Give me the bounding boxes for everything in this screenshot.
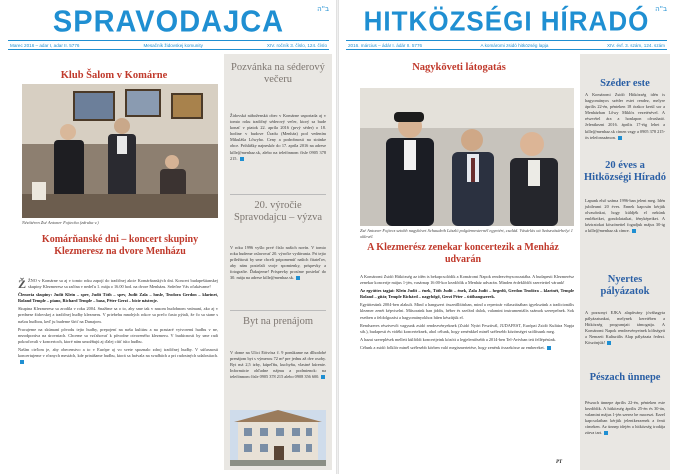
issue-number: XIV. évf. 3. szám, 124. szám bbox=[606, 42, 665, 48]
embassy-photo bbox=[360, 88, 574, 226]
issue-date: 2016. március – ádár I. ádár II. 5776 bbox=[348, 42, 423, 48]
issue-section: Mesačník židovskej komunity bbox=[143, 42, 203, 48]
rent-building-photo bbox=[230, 410, 326, 466]
club-photo bbox=[22, 84, 218, 218]
club-photo-caption: Nézőtéren Zsé Antoner Fojtecha (zdruha v.) bbox=[22, 220, 99, 225]
article-paragraph: Naším cieľom je, aby obecenstvo a to v Európe aj vo svete spoznalo zdroj tradičnej hudby. V súčasnosti koncertujeme v rôznych mestách, kde prinášame hudbu, ktorá sa hrávala na svadbách a pri radostných udalostiach. bbox=[18, 347, 218, 365]
rent-headline: Byt na prenájom bbox=[243, 316, 313, 327]
end-square-icon bbox=[604, 431, 608, 435]
dropcap: Ž bbox=[18, 277, 27, 291]
club-event-photo bbox=[22, 84, 218, 218]
article-paragraph: Célunk a zsidó folklór minél szélesebb körben való megismertetése, hogy zenénk összekösse az embereket. bbox=[360, 345, 574, 351]
club-headline: Klub Šalom v Komárne bbox=[60, 70, 168, 81]
end-square-icon bbox=[547, 346, 551, 350]
article-paragraph: Az együttes tagjai: Klein Judit – ének, Tóth Judit – ének, Zala Judit – hegedű, Gerdon Teodóra – klarinét, Temple Roland – gitár, Temple Richárd – nagybőgő, Gerzi Péter – ütőhangszerek. bbox=[360, 288, 574, 300]
divider bbox=[230, 194, 326, 195]
seder-evening-headline: Széder este bbox=[600, 78, 650, 89]
author-signature: PT bbox=[556, 460, 563, 465]
end-square-icon bbox=[296, 276, 300, 280]
klezmer-article-body bbox=[360, 274, 574, 464]
article-paragraph: ŽŽNO v Komárne sa aj v tomto roku zapojí do tradičnej akcie Komárňanských dní. Koncert budapeštianskej skupiny Klezmeresz sa začína v nedeľu 1. mája o 16.00 hod. na dvore Menházu. Srdečne Vás očakávame! bbox=[18, 277, 218, 291]
issue-infobar bbox=[346, 40, 667, 50]
article-paragraph: Skupina Klezmeresz sa zrodila v roku 2004. Snažíme sa o to, aby sme tak v nasom hudobnom vnímaní, ako aj v prednese židovskej a tradičnej hudby klezmeru. V priebehu mnohých rokov sa prečo často pýtali, že čo sa stane s našou hudbou, keď ju budeme šíriť na Dunajom. bbox=[18, 306, 218, 324]
anniversary-20-headline: 20 éves a Hitközségi Híradó bbox=[584, 160, 666, 184]
anniversary-headline: 20. výročie Spravodajcu – výzva bbox=[233, 200, 323, 224]
masthead-title: HITKÖZSÉGI HÍRADÓ bbox=[363, 5, 650, 37]
hebrew-mark: ב"ה bbox=[317, 5, 329, 13]
komarno-days-headline: Komárňanské dni – koncert skupiny Klezmeresz na dvore Menházu bbox=[41, 234, 199, 257]
seder-invitation-body: Židovská náboženská obec v Komárne usporiada aj v tomto roku tradičný séderový večer, ktorý sa bude konať v piatok 22. apríla 2016 (prvý séder) o 18. hodine v budove Úradu (Menház) pod vedením Mikuláša Lőwyho. Ceny a podrobnosti na stránke obce. Prihlášky najneskôr do 17. apríla 2016 na adrese kille@menhaz.sk, alebo na telefónnom čísle 0905 378 215. bbox=[230, 113, 326, 161]
rent-body: V dome na Ulici Eötvösa č. 9 ponúkame na dlhodobé prenájom byt s výmerou 72 m² pre jednu až dve osoby. Byt má 2,5 izby, kúpeľňu, kuchyňu, vlastné kúrenie. Informácie ohľadne nájmu a podmienok: na telefónnom čísle 0905 378 215 alebo 0908 356 600. bbox=[230, 350, 326, 380]
issue-infobar bbox=[8, 40, 329, 50]
seder-evening-body: A Komáromi Zsidó Hitközség idén is hagyományos széder estet rendez, melyre április 22-én, pénteken 18 órakor kerül sor a Menházban Lőwy Miklós vezetésével. A részvétel ára a honlapon olvasható. Jelentkezni 2016. április 17-éig lehet a kille@menhaz.sk címen vagy a 0905 378 215-ös telefonszámon. bbox=[585, 92, 665, 140]
issue-date: Marec 2016 – adar I, adar II. 5776 bbox=[10, 42, 80, 48]
end-square-icon bbox=[618, 136, 622, 140]
passover-headline: Pészach ünnepe bbox=[589, 372, 661, 383]
end-square-icon bbox=[607, 341, 611, 345]
passover-body: Pészach ünnepe április 22-én, pénteken este kezdődik. A hitközség április 25-én és 30-án, valamint május 1-jén szerez be maceszt. Ezzel kapcsolatban kérjük jelentkezzenek a fenti címeken. Az ünnep idején a hitközség irodája zárva tart. bbox=[585, 400, 665, 436]
issue-section: A komáromi zsidó hitközség lapja bbox=[480, 42, 549, 48]
hebrew-mark: ב"ה bbox=[655, 5, 667, 13]
komarno-article-body bbox=[18, 278, 218, 468]
anniversary-body: V roku 1996 vyšlo prvé číslo našich novín. V tomto roku budeme oslavovať 20. výročie vydávania. Pri tejto príležitosti by sme chceli pripomenúť našich čitateľov, aby nám posielali svoje spomienky, príspevky a fotografie. Ďakujeme! Príspevky prosíme posielať do 30. mája na adrese kille@menhaz.sk. bbox=[230, 245, 326, 281]
article-paragraph: A Komáromi Zsidó Hitközség az idén is bekapcsolódik a Komáromi Napok rendezvénysorozatába. A budapesti Klezmerész zenekar koncertje május 1-jén, vasárnap 16:00-kor kezdődik a Menház udvarán. Minden érdeklődőt szeretettel várunk! bbox=[360, 274, 574, 286]
seder-invitation-headline: Pozvánka na séderový večeru bbox=[231, 62, 325, 86]
embassy-headline: Nagyköveti látogatás bbox=[412, 62, 506, 73]
article-paragraph: Együttesünk 2004-ben alakult. Mind a hangszeri összeállításban, mind a repertoár választásában igyekszünk a tradicionális klezmer zenét képviselni. Műsoraink ban jiddis, héber és szefárd dalok, valamint instrumentális számok szerepelnek. Sok esetben a feldolgozást a hagyományokhoz hűen készítjük el. bbox=[360, 302, 574, 320]
end-square-icon bbox=[632, 229, 636, 233]
embassy-photo-caption: Zsé Antoner Fojtecz sztohh nagykövet Schaudeth László polgármesternél egyetért, család. Vásárlás ott Szászvásárhelyi 1 oklevél. bbox=[360, 228, 573, 239]
embassy-visit-photo bbox=[360, 88, 574, 226]
spravodajca-page bbox=[2, 2, 335, 472]
masthead-title: SPRAVODAJCA bbox=[52, 5, 285, 39]
article-paragraph: Členovia skupiny: Judit Klein – spev, Judit Tóth – spev, Judit Zala – husle, Teodora Gerdon – klarinet, Roland Temple – piano, Richard Temple – basa, Péter Gerzi – bicie nástroje. bbox=[18, 292, 218, 304]
article-paragraph: A hazai szereplések mellett külföldi koncertjeink között a legjelentősebb a 2014-ben Tel-Avivban tett fellépésünk. bbox=[360, 336, 556, 342]
article-paragraph: Pracujeme na skúmaní pôvodu tejto hudby, prepojení na našu kultúru a na prastaré vytvorenú hudbu v ne, nezodporúva na úrovniach. Chceme sa vzťahovať k pôvodne otvoreného klezmeru. V budúcnosti by sme radi pokračovali v koncertoch, ktoré nám umožňujú aj ďalej cítiť túto hudbu. bbox=[18, 326, 218, 344]
end-square-icon bbox=[20, 360, 24, 364]
end-square-icon bbox=[321, 375, 325, 379]
issue-number: XIV. ročník 3. číslo, 124. číslo bbox=[266, 42, 327, 48]
klezmer-concert-headline: A Klezmerész zenekar koncertezik a Menház udvarán bbox=[367, 242, 559, 265]
page-fold bbox=[336, 0, 339, 474]
building-photo bbox=[230, 410, 326, 466]
divider bbox=[230, 310, 326, 311]
hitkozsegi-hirado-page bbox=[340, 2, 673, 472]
tenders-body: A pozsonyi EJKA alapítvány jóváhagyta pályázatunkat, melynek keretében a Hitközség programjait támogatja. A Komáromi Napok rendezvényeinek költségeit a Nemzeti Kulturális Alap pályázata fedezi. Köszönjük! bbox=[585, 310, 665, 346]
end-square-icon bbox=[240, 157, 244, 161]
tenders-headline: Nyertes pályázatok bbox=[600, 274, 650, 298]
article-paragraph: Rendszeres résztvevői vagyunk zsidó rendezvényeknek (Zsidó Nyári Fesztivál, JUDAFEST, Európai Zsidó Kultúra Napja stb.), budapesti és vidéki koncerteknek, ahol célunk, hogy zenénkkel minél szélesebb közönséget szólítsunk meg. bbox=[360, 322, 574, 334]
anniversary-20-body: Lapunk első száma 1996-ban jelent meg. Idén jubileumi 20 éves. Ennek kapcsán kérjük olvasóinkat, hogy küldjék el nekünk emlékeiket, gondolataikat, fényképeiket. A kéziratokat köszönettel fogadjuk május 30-ig a kille@menhaz.sk címre. bbox=[585, 198, 665, 234]
